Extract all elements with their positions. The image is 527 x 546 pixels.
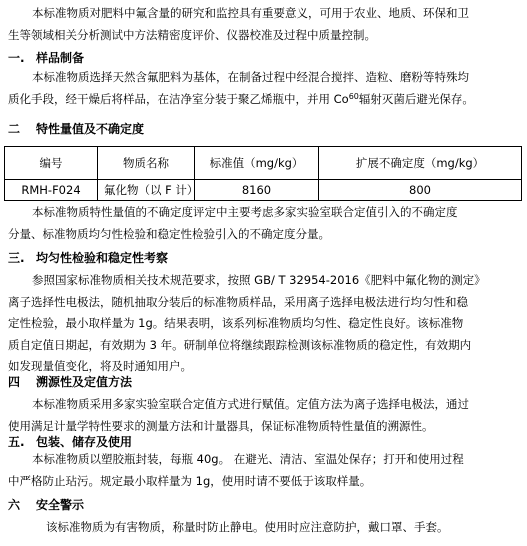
section-6-title: 安全警示 — [36, 498, 85, 512]
section-3-line-3: 定性检验，最小取样量为 1g。结果表明，该系列标准物质均匀性、稳定性良好。该标准物 — [8, 316, 464, 330]
section-5-line-1: 本标准物质以塑胶瓶封装，每瓶 40g。 在避光、清洁、室温处保存；打开和使用过程 — [32, 452, 464, 466]
section-4-title: 溯源性及定值方法 — [36, 375, 133, 389]
section-3-line-5: 如发现量值变化，将及时通知用户。 — [8, 359, 192, 373]
cobalt-isotope-superscript: 60 — [348, 91, 359, 101]
table-header-row — [5, 147, 522, 180]
cell-substance-name: 氟化物（以 F 计） — [98, 180, 195, 201]
section-1-number: 一. — [8, 51, 25, 65]
section-1-line-1: 本标准物质选择天然含氟肥料为基体，在制备过程中经混合搅拌、造粒、磨粉等特殊均 — [32, 70, 469, 84]
cell-standard-value: 8160 — [195, 180, 319, 201]
section-1-title: 样品制备 — [36, 51, 85, 65]
table-row — [5, 180, 522, 201]
section-5-line-2: 中严格防止玷污。规定最小取样量为 1g，使用时请不要低于该取样量。 — [8, 473, 372, 488]
section-2-line-2: 分量、标准物质均匀性检验和稳定性检验引入的不确定度分量。 — [8, 226, 330, 241]
header-code: 编号 — [5, 147, 98, 180]
header-standard-value: 标准值（mg/kg） — [195, 147, 319, 180]
reference-value-table — [4, 146, 522, 201]
section-1-paragraph — [8, 67, 474, 110]
section-2-title: 特性量值及不确定度 — [36, 122, 145, 136]
section-3-heading — [8, 250, 168, 266]
section-6-number: 六 — [8, 498, 21, 512]
section-6-line-1: 该标准物质为有害物质，称量时防止静电。使用时应注意防护，戴口罩、手套。 — [46, 520, 449, 534]
section-5-heading — [8, 434, 132, 450]
section-5-paragraph — [8, 449, 464, 492]
intro-line-2: 生等领域相关分析测试中方法精密度评价、仪器校准及过程中质量控制。 — [8, 27, 376, 42]
section-1-line-2: 质化手段，经干燥后将样品，在洁净室分装于聚乙烯瓶中，并用 Co$^{60}$辐射灭菌后避光保存。 — [8, 91, 474, 106]
section-2-number: 二 — [8, 122, 21, 136]
section-1-heading — [8, 50, 84, 66]
section-4-paragraph — [8, 394, 469, 437]
section-4-line-1: 本标准物质采用多家实验室联合定值方式进行赋值。定值方法为离子选择电极法，通过 — [32, 397, 469, 411]
section-3-line-2: 离子选择性电极法，随机抽取分装后的标准物质样品，采用离子选择电极法进行均匀性和稳 — [8, 294, 468, 309]
section-2-heading — [8, 121, 144, 137]
section-4-heading — [8, 374, 132, 390]
header-expanded-uncertainty: 扩展不确定度（mg/kg） — [319, 147, 522, 180]
cell-expanded-uncertainty: 800 — [319, 180, 522, 201]
section-3-line-4: 质自定值日期起，有效期为 3 年。研制单位将继续跟踪检测该标准物质的稳定性，有效期内 — [8, 337, 472, 352]
section-5-number: 五. — [8, 435, 25, 449]
section-5-title: 包装、储存及使用 — [36, 435, 133, 449]
section-2-paragraph — [8, 202, 458, 245]
section-2-line-1: 本标准物质特性量值的不确定度评定中主要考虑多家实验室联合定值引入的不确定度 — [32, 205, 458, 219]
intro-line-1: 本标准物质对肥料中氟含量的研究和监控具有重要意义，可用于农业、地质、环保和卫 — [32, 6, 469, 20]
section-4-number: 四 — [8, 375, 21, 389]
section-6-paragraph — [8, 517, 449, 539]
section-4-line-2: 使用满足计量学特性要求的测量方法和计量器具，保证标准物质特性量值的溯源性。 — [8, 418, 434, 433]
section-3-title: 均匀性检验和稳定性考察 — [36, 251, 169, 265]
header-substance-name: 物质名称 — [98, 147, 195, 180]
section-3-line-1: 参照国家标准物质相关技术规范要求，按照 GB/ T 32954-2016《肥料中氟化物的测定》 — [32, 273, 486, 287]
intro-paragraph — [8, 3, 469, 46]
section-3-number: 三. — [8, 251, 25, 265]
section-3-paragraph — [8, 270, 486, 378]
section-6-heading — [8, 497, 84, 513]
cell-code: RMH-F024 — [5, 180, 98, 201]
